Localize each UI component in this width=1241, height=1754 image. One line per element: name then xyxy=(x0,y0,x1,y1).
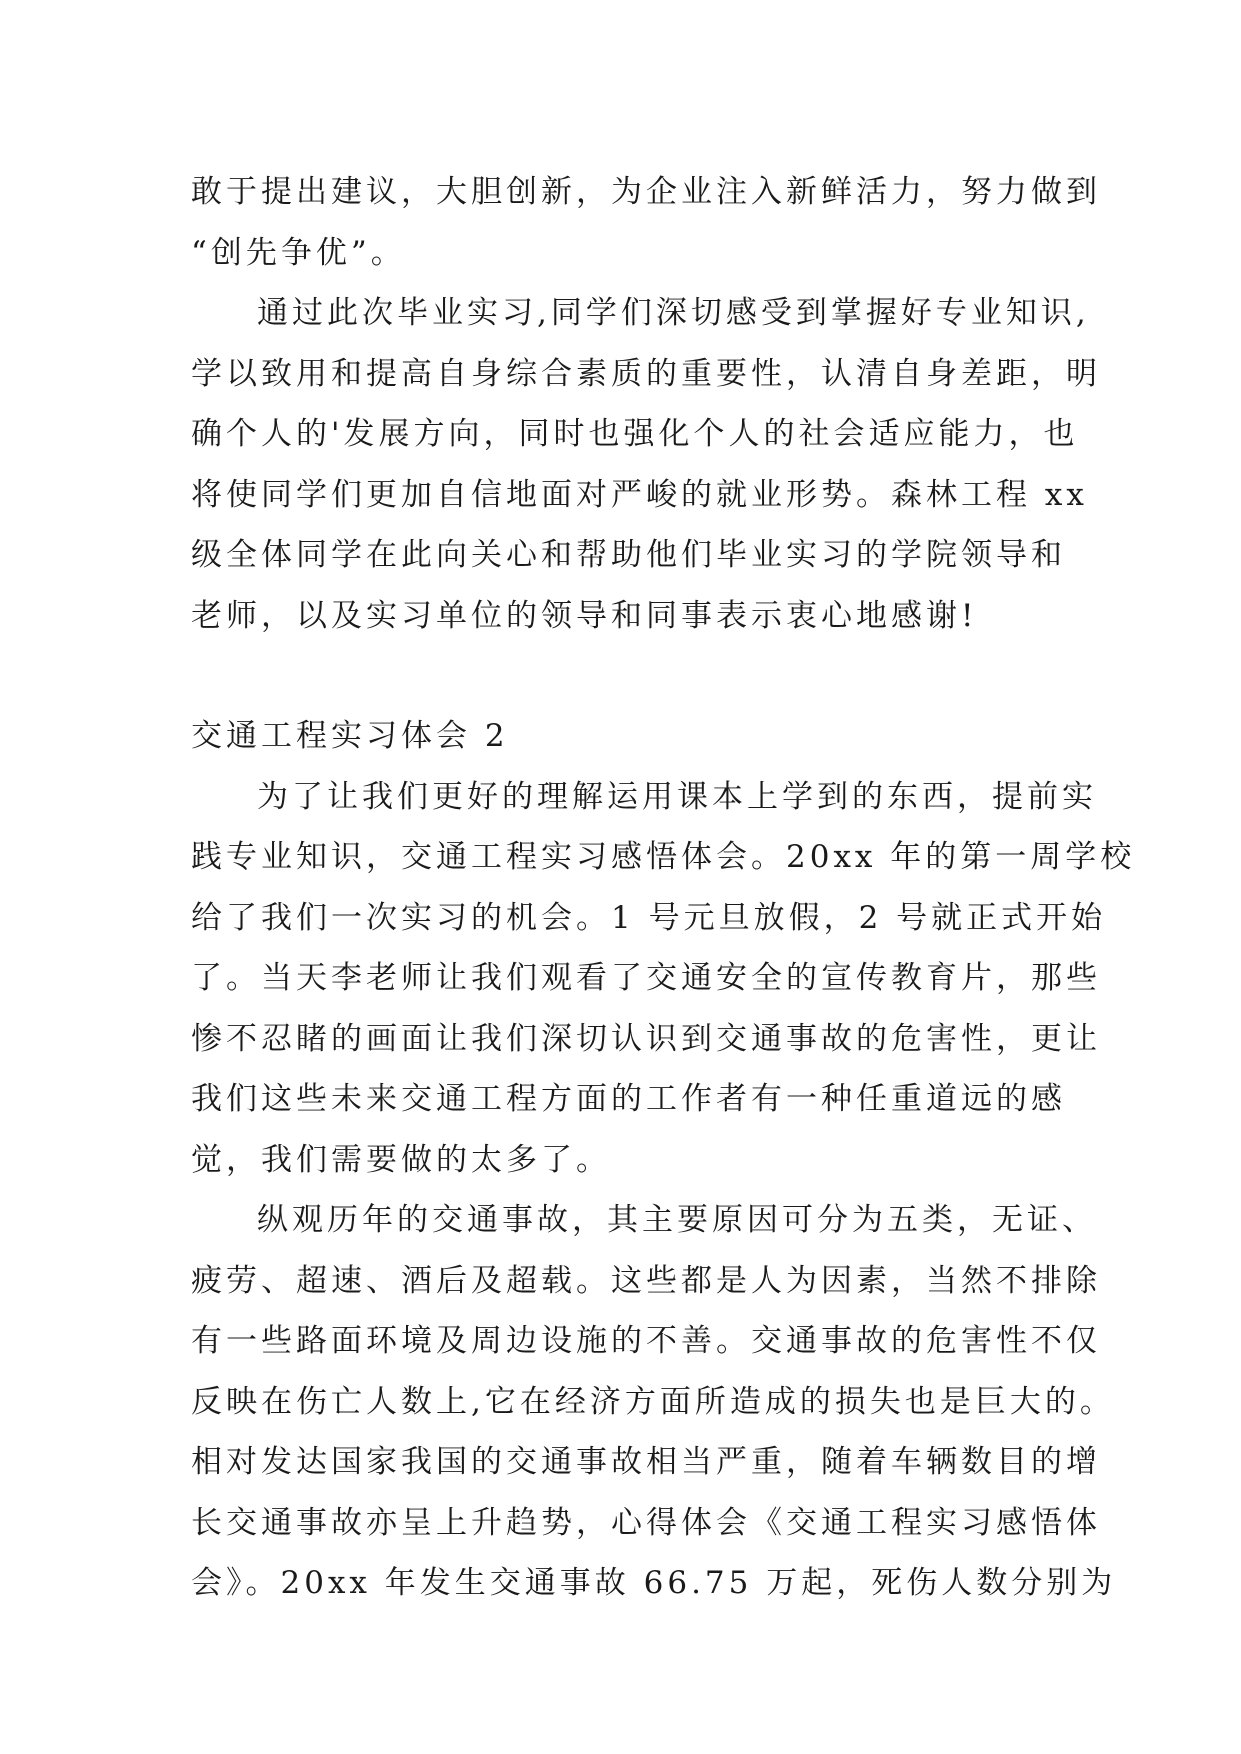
text-line: 觉，我们需要做的太多了。 xyxy=(191,1141,611,1178)
paragraph-internship-summary xyxy=(191,283,1101,646)
section-heading: 交通工程实习体会 2 xyxy=(191,718,509,754)
text-line: 有一些路面环境及周边设施的不善。交通事故的危害性不仅 xyxy=(191,1323,1101,1359)
text-line: 疲劳、超速、酒后及超载。这些都是人为因素，当然不排除 xyxy=(191,1262,1101,1299)
text-line: 敢于提出建议，大胆创新，为企业注入新鲜活力，努力做到 xyxy=(191,174,1101,210)
paragraph-continuation xyxy=(191,162,1101,283)
text-line: 惨不忍睹的画面让我们深切认识到交通事故的危害性，更让 xyxy=(191,1020,1101,1057)
text-line: 给了我们一次实习的机会。1 号元旦放假，2 号就正式开始 xyxy=(191,899,1107,936)
text-line: 了。当天李老师让我们观看了交通安全的宣传教育片，那些 xyxy=(191,960,1101,996)
text-line: 纵观历年的交通事故，其主要原因可分为五类，无证、 xyxy=(257,1202,1097,1238)
text-line: 反映在伤亡人数上,它在经济方面所造成的损失也是巨大的。 xyxy=(191,1383,1115,1420)
text-line: 级全体同学在此向关心和帮助他们毕业实习的学院领导和 xyxy=(191,537,1066,573)
paragraph-internship-intro xyxy=(191,767,1136,1191)
section-gap xyxy=(191,646,1091,706)
text-line: 长交通事故亦呈上升趋势，心得体会《交通工程实习感悟体 xyxy=(191,1504,1101,1541)
text-line: 会》。20xx 年发生交通事故 66.75 万起，死伤人数分别为 xyxy=(191,1565,1117,1601)
text-line: 为了让我们更好的理解运用课本上学到的东西，提前实 xyxy=(257,778,1097,815)
text-line: 通过此次毕业实习,同学们深切感受到掌握好专业知识, xyxy=(257,295,1090,331)
text-line: 相对发达国家我国的交通事故相当严重，随着车辆数目的增 xyxy=(191,1444,1101,1480)
text-line: 确个人的'发展方向，同时也强化个人的社会适应能力，也 xyxy=(191,416,1079,452)
document-body xyxy=(191,162,1136,1614)
text-line: 将使同学们更加自信地面对严峻的就业形势。森林工程 xx xyxy=(191,476,1088,513)
text-line: “创先争优”。 xyxy=(191,234,406,271)
paragraph-accident-analysis xyxy=(191,1190,1117,1614)
text-line: 学以致用和提高自身综合素质的重要性，认清自身差距，明 xyxy=(191,355,1101,392)
text-line: 我们这些未来交通工程方面的工作者有一种任重道远的感 xyxy=(191,1081,1066,1117)
text-line: 践专业知识，交通工程实习感悟体会。20xx 年的第一周学校 xyxy=(191,839,1136,875)
text-line: 老师，以及实习单位的领导和同事表示衷心地感谢! xyxy=(191,597,978,634)
